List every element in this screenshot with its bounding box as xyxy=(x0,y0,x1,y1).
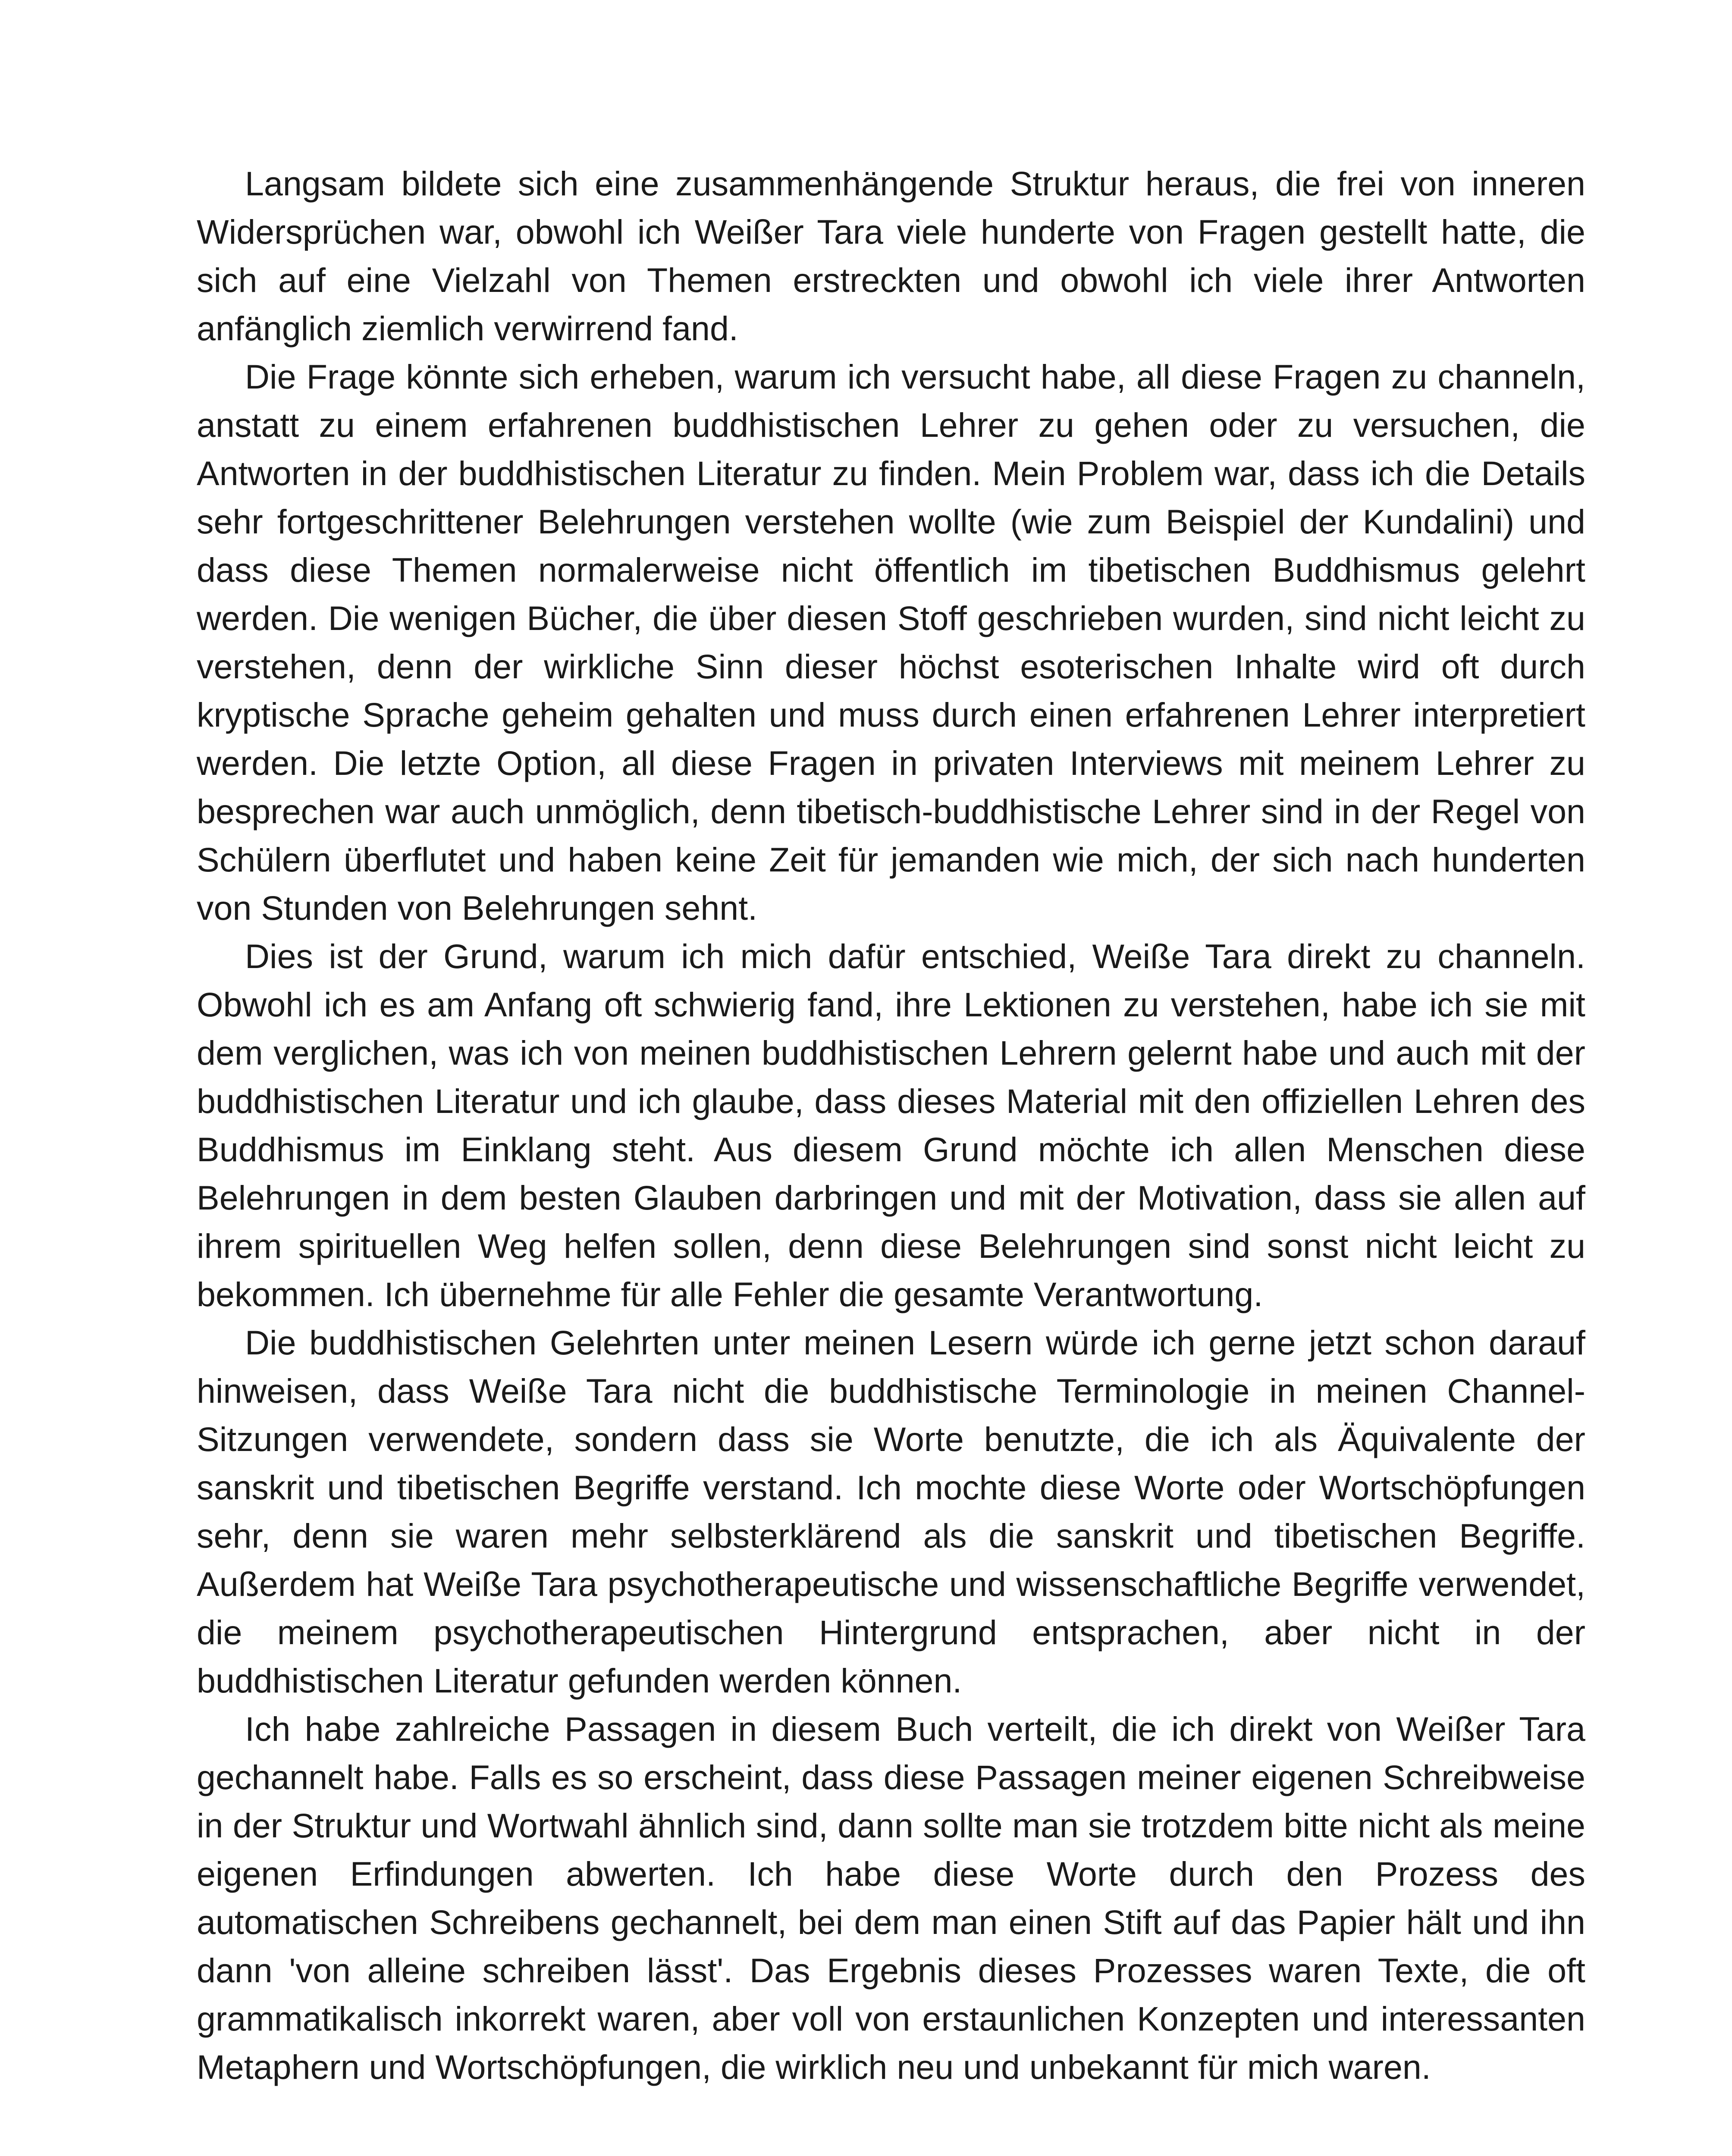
paragraph: Ich habe zahlreiche Passagen in diesem Buch verteilt, die ich direkt von Weißer Tara gechannelt habe. Falls es so erscheint, dass diese Passagen meiner eigenen Schreibweise in der Struktur und Wortwahl ähnlich sind, dann sollte man sie trotzdem bitte nicht als meine eigenen Erfindungen abwerten. Ich habe diese Worte durch den Prozess des automatischen Schreibens gechannelt, bei dem man einen Stift auf das Papier hält und ihn dann 'von alleine schreiben lässt'. Das Ergebnis dieses Prozesses waren Texte, die oft grammatikalisch inkorrekt waren, aber voll von erstaunlichen Konzepten und interessanten Metaphern und Wortschöpfungen, die wirklich neu und unbekannt für mich waren. xyxy=(197,1710,1585,2086)
paragraph: Dies ist der Grund, warum ich mich dafür entschied, Weiße Tara direkt zu channeln. Obwohl ich es am Anfang oft schwierig fand, ihre Lektionen zu verstehen, habe ich sie mit dem verglichen, was ich von meinen buddhistischen Lehrern gelernt habe und auch mit der buddhistischen Literatur und ich glaube, dass dieses Material mit den offiziellen Lehren des Buddhismus im Einklang steht. Aus diesem Grund möchte ich allen Menschen diese Belehrungen in dem besten Glauben darbringen und mit der Motivation, dass sie allen auf ihrem spirituellen Weg helfen sollen, denn diese Belehrungen sind sonst nicht leicht zu bekommen. Ich übernehme für alle Fehler die gesamte Verantwortung. xyxy=(197,937,1585,1313)
paragraph: Die buddhistischen Gelehrten unter meinen Lesern würde ich gerne jetzt schon darauf hinweisen, dass Weiße Tara nicht die buddhistische Terminologie in meinen Channel-Sitzungen verwendete, sondern dass sie Worte benutzte, die ich als Äquivalente der sanskrit und tibetischen Begriffe verstand. Ich mochte diese Worte oder Wortschöpfungen sehr, denn sie waren mehr selbsterklärend als die sanskrit und tibetischen Begriffe. Außerdem hat Weiße Tara psychotherapeutische und wissenschaftliche Begriffe verwendet, die meinem psychotherapeutischen Hintergrund entsprachen, aber nicht in der buddhistischen Literatur gefunden werden können. xyxy=(197,1323,1585,1700)
paragraph: Die Frage könnte sich erheben, warum ich versucht habe, all diese Fragen zu channeln, anstatt zu einem erfahrenen buddhistischen Lehrer zu gehen oder zu versuchen, die Antworten in der buddhistischen Literatur zu finden. Mein Problem war, dass ich die Details sehr fortgeschrittener Belehrungen verstehen wollte (wie zum Beispiel der Kundalini) und dass diese Themen normalerweise nicht öffentlich im tibetischen Buddhismus gelehrt werden. Die wenigen Bücher, die über diesen Stoff geschrieben wurden, sind nicht leicht zu verstehen, denn der wirkliche Sinn dieser höchst esoterischen Inhalte wird oft durch kryptische Sprache geheim gehalten und muss durch einen erfahrenen Lehrer interpretiert werden. Die letzte Option, all diese Fragen in privaten Interviews mit meinem Lehrer zu besprechen war auch unmöglich, denn tibetisch-buddhistische Lehrer sind in der Regel von Schülern überflutet und haben keine Zeit für jemanden wie mich, der sich nach hunderten von Stunden von Belehrungen sehnt. xyxy=(197,357,1585,927)
paragraph: Langsam bildete sich eine zusammenhängende Struktur heraus, die frei von inneren Widersprüchen war, obwohl ich Weißer Tara viele hunderte von Fragen gestellt hatte, die sich auf eine Vielzahl von Themen erstreckten und obwohl ich viele ihrer Antworten anfänglich ziemlich verwirrend fand. xyxy=(197,164,1585,348)
body-text xyxy=(197,160,1585,2091)
